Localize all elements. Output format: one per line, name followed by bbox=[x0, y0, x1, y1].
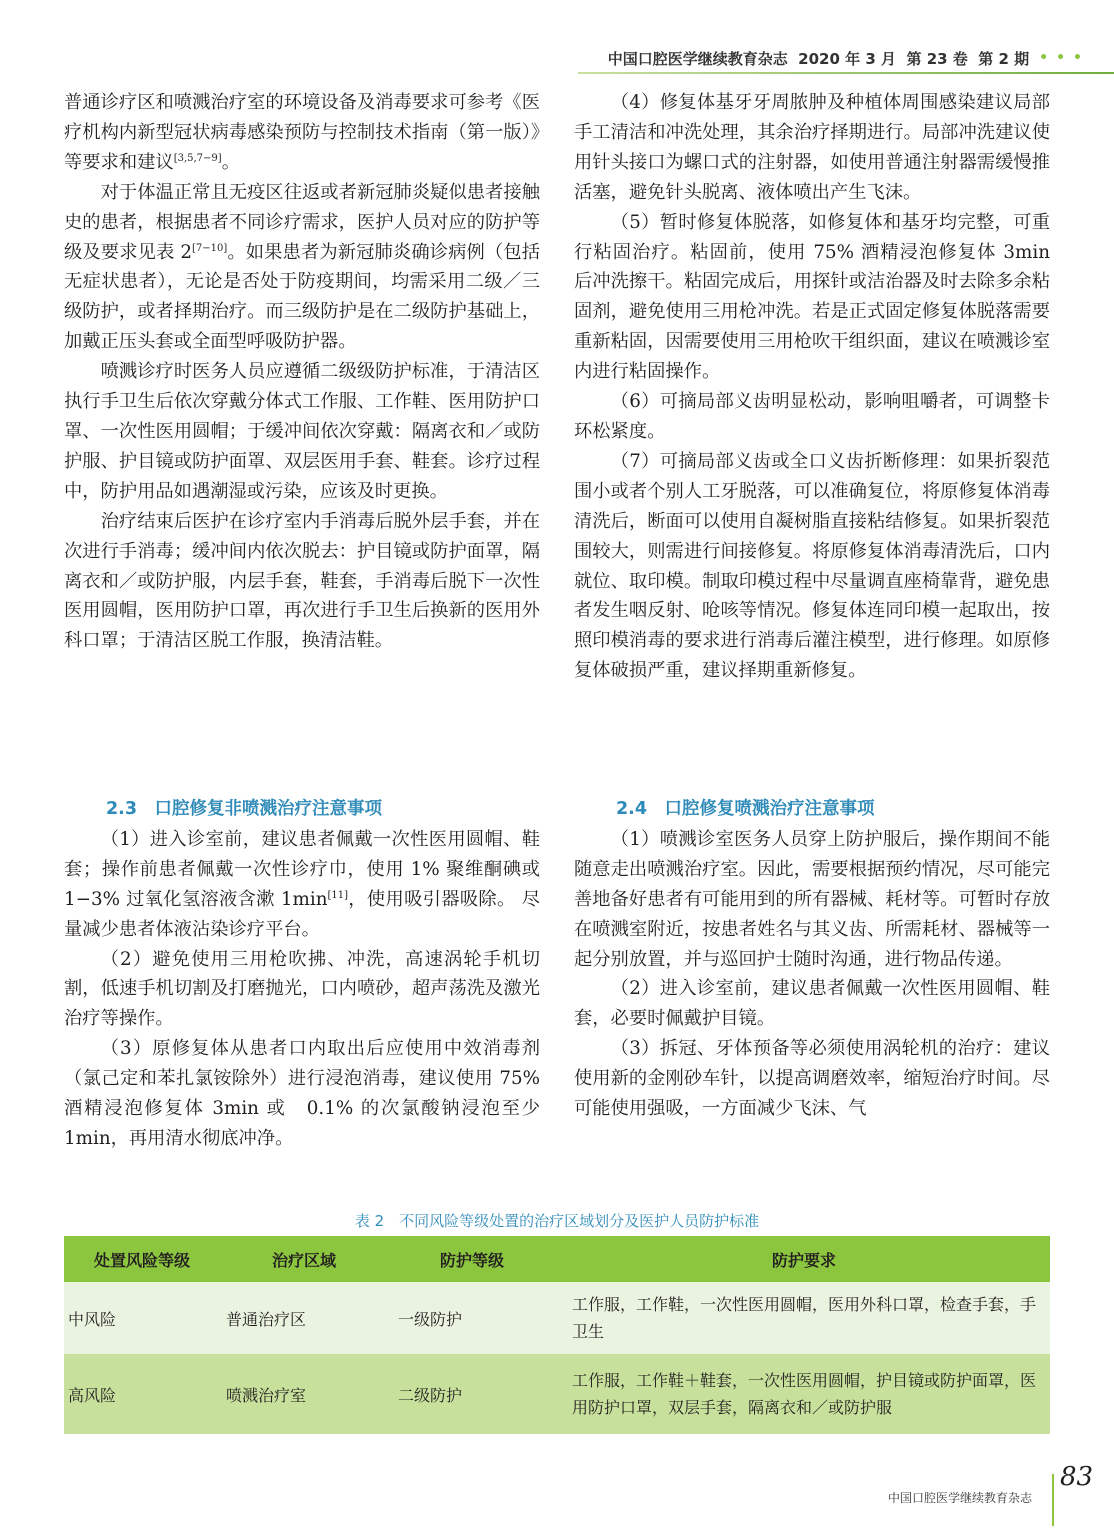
table-header-cell: 处置风险等级 bbox=[94, 1250, 191, 1270]
paragraph: （3）原修复体从患者口内取出后应使用中效消毒剂（氯己定和苯扎氯铵除外）进行浸泡消毒，建议使用 75% 酒精浸泡修复体 3min 或 0.1% 的次氯酸钠浸泡至少 1min，再用清水彻底冲净。 bbox=[64, 1038, 540, 1149]
page-number: 83 bbox=[1060, 1462, 1094, 1492]
paragraph: （2）避免使用三用枪吹拂、冲洗，高速涡轮手机切割，低速手机切割及打磨抛光，口内喷砂，超声荡洗及激光治疗等操作。 bbox=[64, 948, 540, 1030]
table-header-cell: 治疗区域 bbox=[272, 1250, 337, 1270]
table-cell: 中风险 bbox=[68, 1309, 117, 1329]
table-caption: 表 2 不同风险等级处置的治疗区域划分及医护人员防护标准 bbox=[354, 1212, 760, 1230]
header-journal: 中国口腔医学继续教育杂志 bbox=[607, 49, 788, 68]
table-cell: 普通治疗区 bbox=[226, 1309, 307, 1329]
table-cell: 二级防护 bbox=[398, 1385, 463, 1405]
table-header-cell: 防护要求 bbox=[772, 1250, 837, 1270]
table-header-cell: 防护等级 bbox=[440, 1250, 505, 1270]
table-cell: 工作服，工作鞋＋鞋套，一次性医用圆帽，护目镜或防护面罩，医用防护口罩，双层手套，隔离衣和／或防护服 bbox=[572, 1371, 1037, 1417]
table-cell: 一级防护 bbox=[398, 1309, 463, 1329]
right-column-top bbox=[574, 88, 1050, 686]
table-row bbox=[64, 1354, 1050, 1434]
paragraph: （3）拆冠、牙体预备等必须使用涡轮机的治疗：建议使用新的金刚砂车针，以提高调磨效率，缩短治疗时间。尽可能使用强吸，一方面减少飞沫、气 bbox=[574, 1038, 1050, 1120]
paragraph: 喷溅诊疗时医务人员应遵循二级级防护标准，于清洁区执行手卫生后依次穿戴分体式工作服、工作鞋、医用防护口罩、一次性医用圆帽；于缓冲间依次穿戴：隔离衣和／或防护服、护目镜或防护面罩、双层医用手套、鞋套。诊疗过程中，防护用品如遇潮湿或污染，应该及时更换。 bbox=[64, 361, 540, 502]
footer-journal: 中国口腔医学继续教育杂志 bbox=[888, 1491, 1033, 1505]
table-header-row bbox=[64, 1236, 1050, 1282]
header-issue: 第 2 期 bbox=[978, 49, 1030, 68]
paragraph: 治疗结束后医护在诊疗室内手消毒后脱外层手套，并在次进行手消毒；缓冲间内依次脱去：护目镜或防护面罩，隔离衣和／或防护服，内层手套，鞋套，手消毒后脱下一次性医用圆帽，医用防护口罩，再次进行手卫生后换新的医用外科口罩；于清洁区脱工作服，换清洁鞋。 bbox=[64, 510, 540, 652]
paragraph: （4）修复体基牙牙周脓肿及种植体周围感染建议局部手工清洁和冲洗处理，其余治疗择期进行。局部冲洗建议使用针头接口为螺口式的注射器，如使用普通注射器需缓慢推活塞，避免针头脱离、液体喷出产生飞沫。 bbox=[574, 92, 1050, 203]
table-row bbox=[64, 1282, 1050, 1354]
section-2-3 bbox=[64, 795, 540, 1154]
paragraph: 对于体温正常且无疫区往返或者新冠肺炎疑似患者接触史的患者，根据患者不同诊疗需求，医护人员对应的防护等级及要求见表 2[7−10]。如果患者为新冠肺炎确诊病例（包括无症状患者），无论是否处于防疫期间，均需采用二级／三级防护，或者择期治疗。而三级防护是在二级防护基础上，加戴正压头套或全面型呼吸防护器。 bbox=[64, 181, 540, 353]
paragraph: （6）可摘局部义齿明显松动，影响咀嚼者，可调整卡环松紧度。 bbox=[574, 391, 1050, 442]
table-cell: 高风险 bbox=[68, 1385, 117, 1405]
paragraph: （5）暂时修复体脱落，如修复体和基牙均完整，可重行粘固治疗。粘固前，使用 75% 酒精浸泡修复体 3min 后冲洗擦干。粘固完成后，用探针或洁治器及时去除多余粘固剂，避免使用三用枪冲洗。若是正式固定修复体脱落需要重新粘固，因需要使用三用枪吹干组织面，建议在喷溅诊室内进行粘固操作。 bbox=[574, 211, 1050, 383]
section-title: 2.4 口腔修复喷溅治疗注意事项 bbox=[616, 799, 875, 819]
table-cell: 工作服，工作鞋，一次性医用圆帽，医用外科口罩，检查手套，手卫生 bbox=[572, 1295, 1037, 1341]
paragraph: （1）喷溅诊室医务人员穿上防护服后，操作期间不能随意走出喷溅治疗室。因此，需要根据预约情况，尽可能完善地备好患者有可能用到的所有器械、耗材等。可暂时存放在喷溅室附近，按患者姓名与其义齿、所需耗材、器械等一起分别放置，并与巡回护士随时沟通，进行物品传递。 bbox=[574, 828, 1050, 970]
paragraph: （1）进入诊室前，建议患者佩戴一次性医用圆帽、鞋套；操作前患者佩戴一次性诊疗巾，使用 1% 聚维酮碘或 1−3% 过氧化氢溶液含漱 1min[11]，使用吸引器吸除。 尽量减少患者体液沾染诊疗平台。 bbox=[64, 828, 540, 940]
left-column-top bbox=[64, 88, 540, 656]
header-rule bbox=[578, 72, 1114, 74]
paragraph: 普通诊疗区和喷溅治疗室的环境设备及消毒要求可参考《医疗机构内新型冠状病毒感染预防与控制技术指南（第一版）》等要求和建议[3,5,7−9]。 bbox=[64, 92, 540, 173]
footer-rule bbox=[1052, 1474, 1054, 1526]
running-header bbox=[560, 44, 1090, 72]
header-volume: 第 23 卷 bbox=[906, 49, 968, 68]
header-date: 2020 年 3 月 bbox=[798, 49, 897, 68]
protection-table bbox=[64, 1236, 1050, 1434]
section-title: 2.3 口腔修复非喷溅治疗注意事项 bbox=[106, 799, 382, 819]
section-2-4 bbox=[574, 795, 1050, 1124]
header-dots-icon: ••• bbox=[1039, 50, 1090, 66]
paragraph: （7）可摘局部义齿或全口义齿折断修理：如果折裂范围小或者个别人工牙脱落，可以准确复位，将原修复体消毒清洗后，断面可以使用自凝树脂直接粘结修复。如果折裂范围较大，则需进行间接修复。将原修复体消毒清洗后，口内就位、取印模。制取印模过程中尽量调直座椅靠背，避免患者发生咽反射、呛咳等情况。修复体连同印模一起取出，按照印模消毒的要求进行消毒后灌注模型，进行修理。如原修复体破损严重，建议择期重新修复。 bbox=[574, 450, 1050, 682]
table-cell: 喷溅治疗室 bbox=[226, 1385, 307, 1405]
paragraph: （2）进入诊室前，建议患者佩戴一次性医用圆帽、鞋套，必要时佩戴护目镜。 bbox=[574, 978, 1050, 1030]
